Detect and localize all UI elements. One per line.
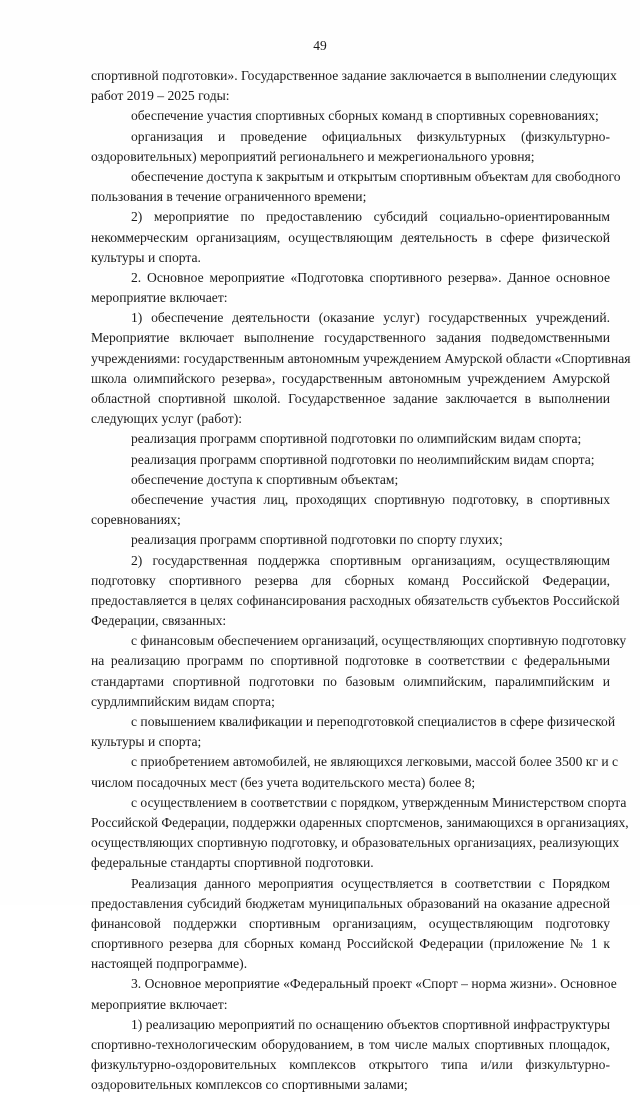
text-line: обеспечение участия спортивных сборных команд в спортивных соревнованиях; [131,108,599,124]
text-line: учреждениями: государственным автономным учреждением Амурской области «Спортивная [91,350,631,366]
text-line: 2) мероприятие по предоставлению субсидий социально-ориентированным [131,209,610,225]
text-line: спортивной подготовки». Государственное задание заключается в выполнении следующих [91,68,617,83]
text-line: стандартами спортивной подготовки по базовым олимпийским, паралимпийским и [91,673,610,689]
text-line: спортивного резерва для сборных команд Российской Федерации (приложение № 1 к [91,936,610,952]
text-line: соревнованиях; [91,512,181,528]
text-line: числом посадочных мест (без учета водительского места) более 8; [91,774,476,790]
text-line: реализация программ спортивной подготовки по спорту глухих; [131,532,503,548]
text-line: обеспечение доступа к закрытым и открытым спортивным объектам для свободного [131,168,621,184]
text-line: с повышением квалификации и переподготовкой специалистов в сфере физической [131,714,616,729]
text-line: предоставления субсидий бюджетам муниципальных образований на оказание адресной [91,895,610,911]
text-line: реализация программ спортивной подготовки по неолимпийским видам спорта; [131,451,595,467]
text-line: школа олимпийского резерва», государственным автономным учреждением Амурской [91,370,610,386]
text-line: обеспечение участия лиц, проходящих спортивную подготовку, в спортивных [131,491,610,507]
text-line: реализация программ спортивной подготовки по олимпийским видам спорта; [131,431,582,447]
text-line: пользования в течение ограниченного времени; [91,189,367,205]
text-line: 2. Основное мероприятие «Подготовка спортивного резерва». Данное основное [131,269,610,285]
text-line: подготовку спортивного резерва для сборных команд Российской Федерации, [91,572,610,588]
text-line: с финансовым обеспечением организаций, осуществляющих спортивную подготовку [131,633,627,649]
text-line: оздоровительных комплексов со спортивными залами; [91,1077,408,1093]
text-line: 1) обеспечение деятельности (оказание услуг) государственных учреждений. [131,310,610,326]
text-line: оздоровительных) мероприятий региональнего и межрегионального уровня; [91,148,535,164]
text-line: мероприятие включает: [91,290,228,306]
document-body [91,66,631,1096]
text-line: 3. Основное мероприятие «Федеральный проект «Спорт – норма жизни». Основное [131,976,617,992]
text-line: финансовой поддержки спортивным организациям, осуществляющим подготовку [91,915,610,931]
text-line: культуры и спорта; [91,734,202,750]
text-line: сурдлимпийским видам спорта; [91,693,275,709]
text-line: 1) реализацию мероприятий по оснащению объектов спортивной инфраструктуры [131,1016,610,1032]
text-line: Реализация данного мероприятия осуществляется в соответствии с Порядком [131,875,610,891]
page-number: 49 [313,38,327,53]
text-line: некоммерческим организациям, осуществляющим деятельность в сфере физической [91,229,610,245]
text-line: организация и проведение официальных физкультурных (физкультурно- [131,128,610,144]
text-line: следующих услуг (работ): [91,411,242,427]
text-line: настоящей подпрограмме). [91,956,248,972]
text-line: спортивно-технологическим оборудованием, в том числе малых спортивных площадок, [91,1037,610,1052]
text-line: областной спортивной школой. Государственное задание заключается в выполнении [91,391,610,406]
text-line: 2) государственная поддержка спортивным организациям, осуществляющим [131,552,610,568]
text-line: на реализацию программ по спортивной подготовке в соответствии с федеральными [91,653,610,669]
text-line: Федерации, связанных: [91,613,227,629]
text-line: Мероприятие включает выполнение государственного задания подведомственными [91,330,610,346]
text-line: осуществляющих спортивную подготовку, и образовательных организациях, реализующих [91,835,620,851]
text-line: обеспечение доступа к спортивным объектам; [131,471,399,487]
text-line: культуры и спорта. [91,249,201,265]
text-line: предоставляется в целях софинансирования расходных обязательств субъектов Российской [91,592,620,608]
text-line: Российской Федерации, поддержки одаренных спортсменов, занимающихся в организациях, [91,814,629,830]
text-line: физкультурно-оздоровительных комплексов открытого типа и/или физкультурно- [91,1057,610,1073]
text-line: работ 2019 – 2025 годы: [91,88,230,104]
text-line: мероприятие включает: [91,996,228,1012]
text-line: с осуществлением в соответствии с порядком, утвержденным Министерством спорта [131,794,627,810]
text-line: с приобретением автомобилей, не являющихся легковыми, массой более 3500 кг и с [131,754,619,770]
text-line: федеральные стандарты спортивной подготовки. [91,855,374,871]
